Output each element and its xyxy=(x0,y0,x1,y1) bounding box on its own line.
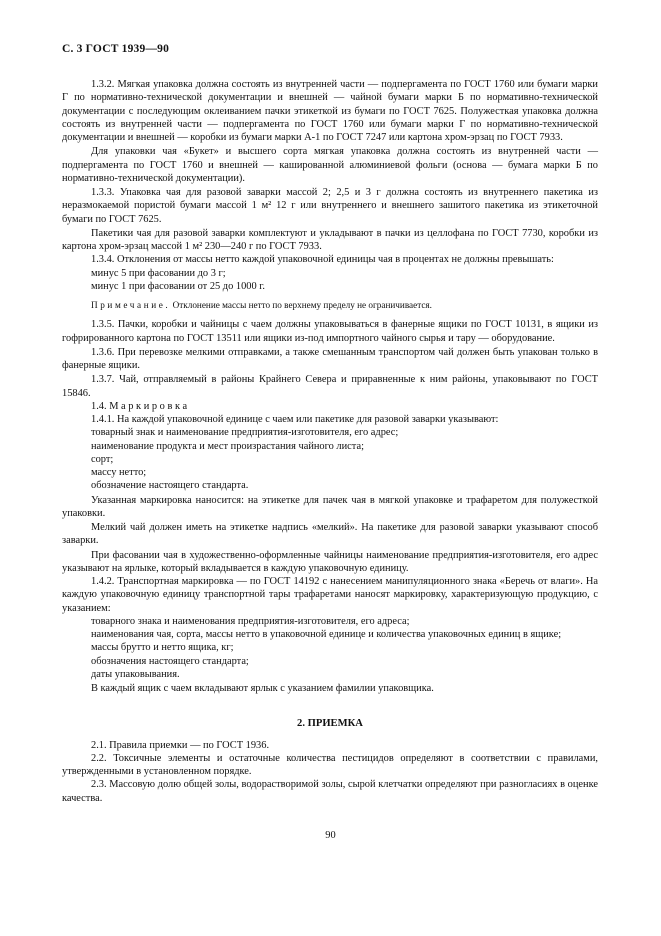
paragraph-1-4-2: 1.4.2. Транспортная маркировка — по ГОСТ 14192 с нанесением манипуляционного знака «Беречь от влаги». На каждую упаковочную единицу транспортной тары трафаретами наносят маркировку, характеризующую продукцию, с указанием: xyxy=(62,576,598,614)
list-item-standard: обозначение настоящего стандарта. xyxy=(91,480,249,492)
paragraph-1-4-1: 1.4.1. На каждой упаковочной единице с чаем или пакетике для разовой заварки указывают: xyxy=(91,414,499,425)
paragraph-1-3-7: 1.3.7. Чай, отправляемый в районы Крайнего Севера и приравненные к ним районы, упаковывают по ГОСТ 15846. xyxy=(62,374,598,399)
marking-heading xyxy=(62,400,598,413)
list-item-packing-date: даты упаковывания. xyxy=(91,668,180,680)
paragraph-2-3: 2.3. Массовую долю общей золы, водорастворимой золы, сырой клетчатки определяют при разногласиях в оценке качества. xyxy=(62,779,598,804)
page-number: 90 xyxy=(325,830,336,841)
paragraph-packer-label: В каждый ящик с чаем вкладывают ярлык с указанием фамилии упаковщика. xyxy=(91,683,434,694)
note-text: Отклонение массы нетто по верхнему пределу не ограничивается. xyxy=(172,300,432,310)
note xyxy=(62,299,598,312)
marking-number: 1.4. xyxy=(91,400,107,412)
list-item-standard-designation: обозначения настоящего стандарта; xyxy=(91,655,249,667)
paragraph-2-2: 2.2. Токсичные элементы и остаточные количества пестицидов определяют в соответствии с правилами, утвержденными в установленном порядке. xyxy=(62,752,598,777)
paragraph-1-3-4: 1.3.4. Отклонения от массы нетто каждой упаковочной единицы чая в процентах не должны превышать: xyxy=(91,254,554,266)
page-header: С. 3 ГОСТ 1939—90 xyxy=(62,43,170,55)
paragraph-1-3-5: 1.3.5. Пачки, коробки и чайницы с чаем должны упаковываться в фанерные ящики по ГОСТ 10131, в ящики из гофрированного картона по ГОСТ 13511 или ящики из-под импортного чайного сырья и тару — оборудование. xyxy=(62,319,598,344)
paragraph-packets: Пакетики чая для разовой заварки комплектуют и укладывают в пачки из целлофана по ГОСТ 7730, коробки из картона хром-эрзац массой 1 м² 230—240 г по ГОСТ 7933. xyxy=(62,227,598,252)
paragraph-marking-applied: Указанная маркировка наносится: на этикетке для пачек чая в мягкой упаковке и трафаретом для полужесткой упаковки. xyxy=(62,494,598,519)
list-item-tea-name: наименования чая, сорта, массы нетто в упаковочной единице и количества упаковочных единиц в ящике; xyxy=(91,629,562,640)
paragraph-2-1: 2.1. Правила приемки — по ГОСТ 1936. xyxy=(91,739,270,751)
paragraph-minus-1: минус 1 при фасовании от 25 до 1000 г. xyxy=(91,280,265,292)
paragraph-1-3-6: 1.3.6. При перевозке мелкими отправками, а также смешанным транспортом чай должен быть упакован только в фанерные ящики. xyxy=(62,346,598,371)
paragraph-1-3-3: 1.3.3. Упаковка чая для разовой заварки массой 2; 2,5 и 3 г должна состоять из внутреннего пакетика из неразмокаемой пористой бумаги массой 1 м² 12 г или внутреннего и внешнего зашитого пакетика из этикеточной бумаги по ГОСТ 7625. xyxy=(62,187,598,225)
list-item-gross-net: массы брутто и нетто ящика, кг; xyxy=(91,642,234,654)
marking-word: Маркировка xyxy=(109,400,190,412)
section-title-acceptance: 2. ПРИЕМКА xyxy=(297,718,363,730)
note-label: Примечание. xyxy=(91,300,171,310)
list-item-grade: сорт; xyxy=(91,453,114,465)
paragraph-1-3-2: 1.3.2. Мягкая упаковка должна состоять из внутренней части — подпергамента по ГОСТ 1760 или бумаги марки Г по нормативно-технической документации и внешней — чайной бумаги марки Б по нормативно-технической документации с последующим оклеиванием пачки этикеткой из бумаги по ГОСТ 7625. Полужесткая упаковка должна состоять из внутренней части — подпергамента по ГОСТ 1760 или бумаги марки Г по нормативно-технической документации и внешней — коробки из бумаги марки А-1 по ГОСТ 7247 или картона хром-эрзац по ГОСТ 7933. xyxy=(62,79,598,143)
list-item-trademark: товарный знак и наименование предприятия-изготовителя, его адрес; xyxy=(91,427,399,439)
list-item-product-name: наименование продукта и мест произрастания чайного листа; xyxy=(91,440,364,452)
document-body xyxy=(62,78,598,805)
list-item-net-mass: массу нетто; xyxy=(91,467,147,478)
paragraph-art-caddies: При фасовании чая в художественно-оформленные чайницы наименование предприятия-изготовителя, его адрес указывают на ярлыке, который вкладывается в каждую упаковочную единицу. xyxy=(62,549,598,574)
list-item-trademark-address: товарного знака и наименования предприятия-изготовителя, его адреса; xyxy=(91,615,410,627)
paragraph-buket: Для упаковки чая «Букет» и высшего сорта мягкая упаковка должна состоять из внутренней части — подпергамента по ГОСТ 1760 и внешней — кашированной алюминиевой фольги (основа — бумага марки Б по нормативно-технической документации). xyxy=(62,146,598,184)
paragraph-minus-5: минус 5 при фасовании до 3 г; xyxy=(91,267,226,279)
paragraph-small-tea: Мелкий чай должен иметь на этикетке надпись «мелкий». На пакетике для разовой заварки указывают способ заварки. xyxy=(62,522,598,547)
